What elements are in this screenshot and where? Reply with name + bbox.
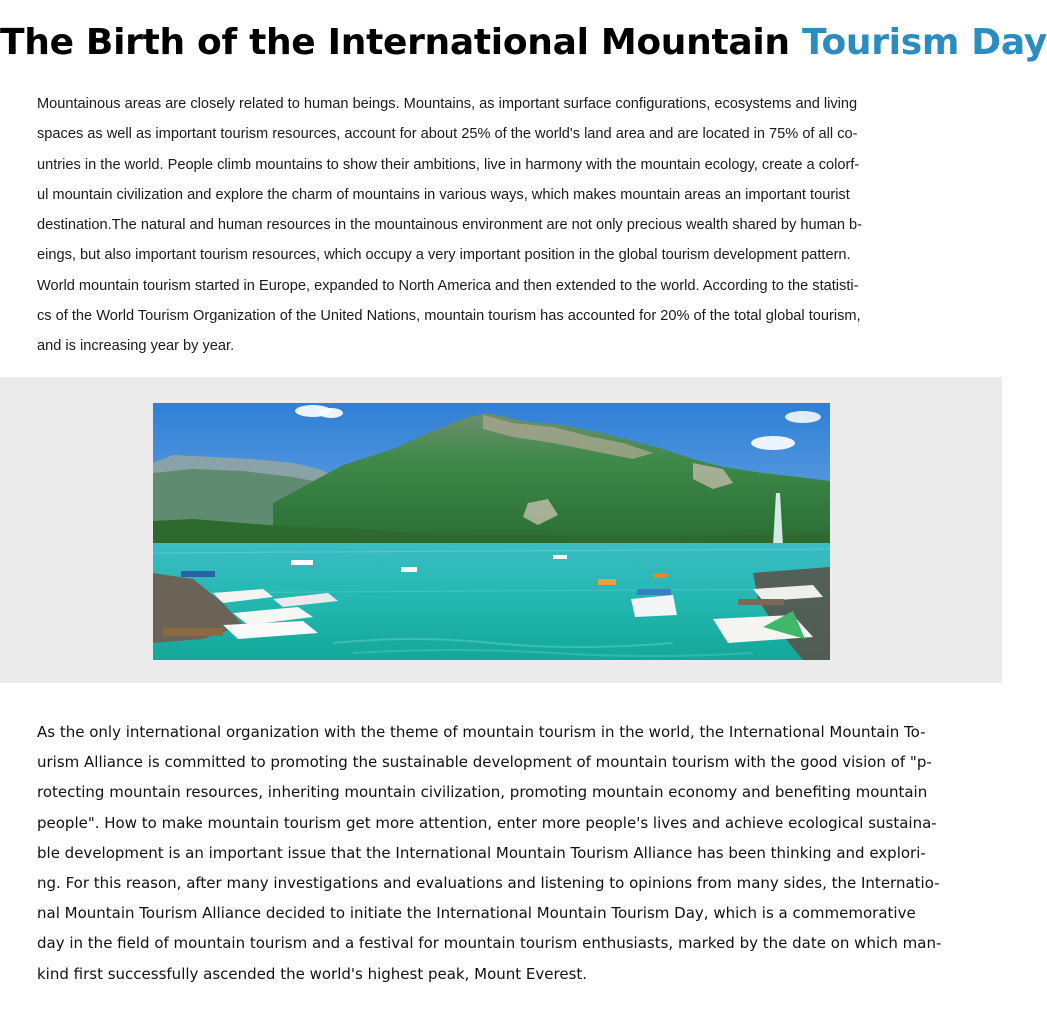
intro-line: untries in the world. People climb mountains to show their ambitions, live in harmony with the mountain ecology, create a colorf- [37, 156, 860, 173]
intro-line: and is increasing year by year. [37, 338, 235, 355]
intro-line: cs of the World Tourism Organization of the United Nations, mountain tourism has accounted for 20% of the total global tourism, [37, 308, 861, 325]
body-line: ble development is an important issue that the International Mountain Tourism Alliance has been thinking and explori- [37, 843, 926, 862]
mountain-lake-photo [153, 403, 830, 660]
intro-line: ul mountain civilization and explore the charm of mountains in various ways, which makes mountain areas an important tourist [37, 186, 850, 203]
body-line: day in the field of mountain tourism and a festival for mountain tourism enthusiasts, marked by the date on which man- [37, 934, 942, 953]
intro-line: World mountain tourism started in Europe, expanded to North America and then extended to the world. According to the statisti- [37, 277, 859, 294]
body-paragraph [37, 717, 962, 989]
intro-line: destination.The natural and human resources in the mountainous environment are not only precious wealth shared by human b- [37, 217, 863, 234]
body-line: kind first successfully ascended the world's highest peak, Mount Everest. [37, 964, 588, 983]
body-line: people". How to make mountain tourism get more attention, enter more people's lives and achieve ecological sustaina- [37, 813, 937, 832]
body-line: rotecting mountain resources, inheriting mountain civilization, promoting mountain economy and benefiting mountain [37, 783, 928, 802]
title-accent: Tourism Day [801, 22, 1047, 63]
body-line: urism Alliance is committed to promoting the sustainable development of mountain tourism with the good vision of "p- [37, 753, 932, 772]
title-main: The Birth of the International Mountain [0, 22, 802, 63]
intro-line: eings, but also important tourism resources, which occupy a very important position in the global tourism development pattern. [37, 247, 851, 264]
body-line: As the only international organization with the theme of mountain tourism in the world, the International Mountain To- [37, 723, 926, 741]
intro-line: Mountainous areas are closely related to human beings. Mountains, as important surface configurations, ecosystems and living [37, 96, 858, 112]
page-title [0, 22, 1047, 63]
body-line: ng. For this reason, after many investigations and evaluations and listening to opinions from many sides, the Internatio- [37, 874, 940, 893]
intro-line: spaces as well as important tourism resources, account for about 25% of the world's land area and are located in 75% of all co- [37, 126, 858, 143]
intro-paragraph [37, 89, 962, 362]
body-line: nal Mountain Tourism Alliance decided to initiate the International Mountain Tourism Day, which is a commemorative [37, 904, 916, 923]
photo-band [0, 377, 1002, 683]
